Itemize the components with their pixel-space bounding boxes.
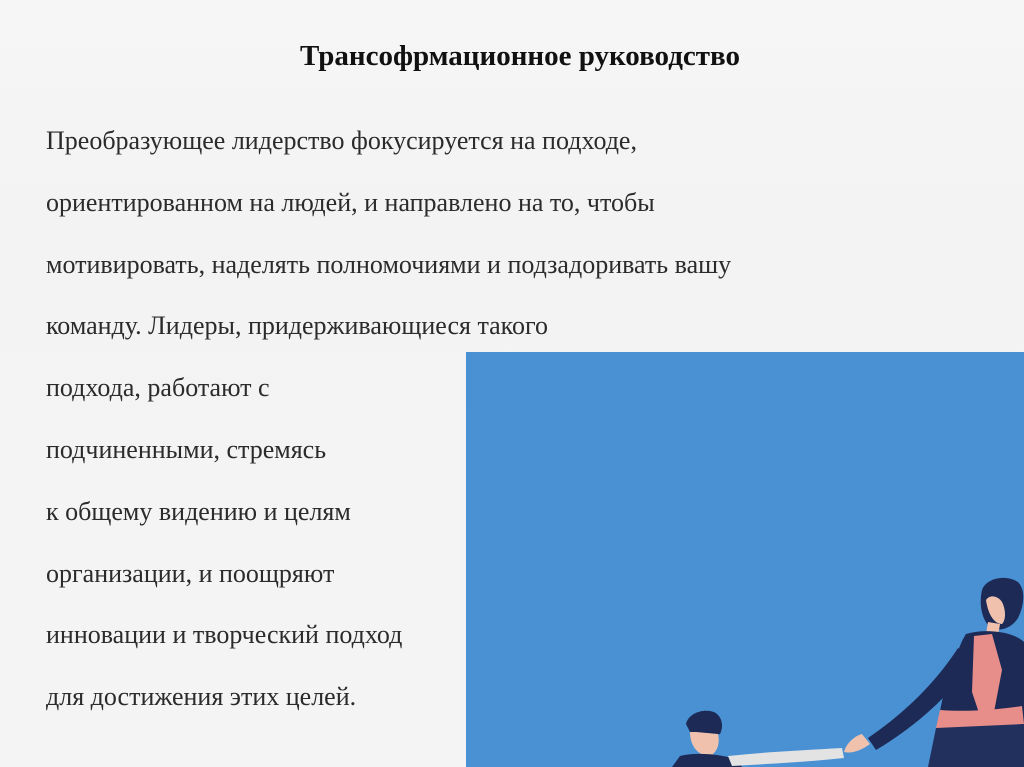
paragraph-line: команду. Лидеры, придерживающиеся такого — [46, 311, 548, 341]
paragraph-line: подхода, работают с — [46, 373, 270, 403]
paragraph-line: подчиненными, стремясь — [46, 434, 327, 464]
paragraph-line: ориентированном на людей, и направлено на то, чтобы — [46, 187, 655, 217]
paragraph-line: инновации и творческий подход — [46, 620, 403, 650]
paragraph-line: Преобразующее лидерство фокусируется на подходе, — [46, 126, 637, 155]
leader-figure — [844, 578, 1024, 767]
slide-title: Трансофрмационное руководство — [300, 40, 740, 72]
paragraph-line: к общему видению и целям — [46, 496, 351, 526]
paragraph-line: для достижения этих целей. — [46, 682, 357, 712]
paragraph-line: мотивировать, наделять полномочиями и подзадоривать вашу — [46, 249, 732, 279]
paragraph-line: организации, и поощряют — [46, 558, 335, 588]
body-paragraph — [46, 110, 731, 728]
